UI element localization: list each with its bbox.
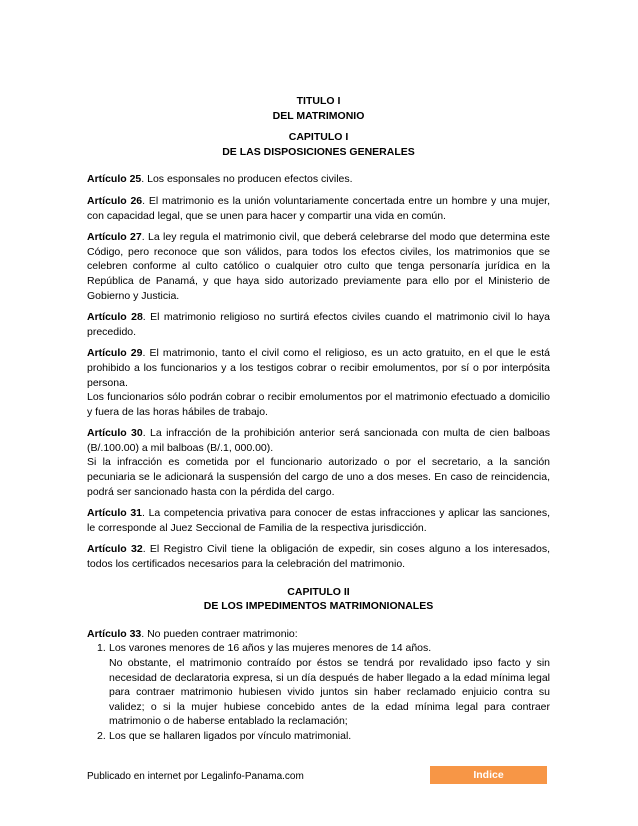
impediments-list	[87, 641, 550, 743]
article-paragraph	[87, 627, 550, 642]
article-paragraph	[87, 542, 550, 571]
chapter-1-name: DE LAS DISPOSICIONES GENERALES	[222, 145, 415, 158]
list-item-body	[109, 729, 550, 744]
article-label: Artículo 31	[87, 507, 142, 520]
article-text: . Los esponsales no producen efectos civiles.	[141, 173, 353, 186]
article-27	[87, 230, 550, 303]
article-paragraph: Si la infracción es cometida por el funcionario autorizado o por el secretario, a la sanción pecuniaria se le adicionará la suspensión del cargo de uno a dos meses. En caso de reincidencia, podrá ser sancionado hasta con la pérdida del cargo.	[87, 456, 550, 498]
article-text: . El matrimonio religioso no surtirá efectos civiles cuando el matrimonio civil lo haya precedido.	[87, 311, 550, 338]
article-paragraph	[87, 310, 550, 339]
article-label: Artículo 29	[87, 347, 143, 360]
list-item-number: 2.	[97, 729, 106, 742]
article-label: Artículo 27	[87, 231, 142, 244]
chapter-1-heading	[87, 130, 550, 159]
index-button[interactable]: Indice	[430, 766, 547, 784]
article-text: . La ley regula el matrimonio civil, que deberá celebrarse del modo que determina este Código, pero reconoce que son válidos, para todos los efectos civiles, los matrimonios que se celebren conforme al culto católico o cualquier otro culto que tenga personaría jurídica en la República de Panamá, y que haya sido autorizado previamente para ello por el Ministerio de Gobierno y Justicia.	[87, 231, 551, 302]
chapter-2-name: DE LOS IMPEDIMENTOS MATRIMONIONALES	[203, 600, 434, 613]
article-31	[87, 506, 550, 535]
list-item-text: Los que se hallaren ligados por vínculo matrimonial.	[109, 729, 352, 742]
article-26	[87, 194, 550, 223]
article-text: . El matrimonio es la unión voluntariamente concertada entre un hombre y una mujer, con capacidad legal, que se unen para hacer y compartir una vida en común.	[87, 194, 550, 222]
article-25	[87, 172, 550, 187]
article-text: . No pueden contraer matrimonio:	[141, 627, 298, 640]
list-item-number: 1.	[97, 642, 106, 655]
list-item-body	[109, 641, 550, 729]
article-text: . El Registro Civil tiene la obligación de expedir, sin coses alguno a los interesados, todos los certificados necesarios para la celebración del matrimonio.	[87, 543, 550, 571]
document-content	[87, 94, 550, 751]
article-text: . La infracción de la prohibición anterior será sancionada con multa de cien balboas (B/.100.00) a mil balboas (B/.1, 000.00).	[87, 427, 550, 454]
chapter-1-number: CAPITULO I	[288, 131, 349, 144]
article-label: Artículo 26	[87, 194, 143, 207]
article-paragraph	[87, 194, 550, 223]
article-32	[87, 542, 550, 571]
title-name: DEL MATRIMONIO	[272, 109, 365, 122]
article-text: . La competencia privativa para conocer de estas infracciones y aplicar las sanciones, le corresponde al Juez Seccional de Familia de la respectiva jurisdicción.	[87, 507, 550, 534]
article-29	[87, 346, 550, 419]
article-paragraph	[87, 426, 550, 455]
article-28	[87, 310, 550, 339]
list-item-text: No obstante, el matrimonio contraído por éstos se tendrá por revalidado ipso facto y sin necesidad de declaratoria expresa, si un día después de haber llegado a la edad mínima legal para contraer matrimonio hubiesen vivido juntos sin haber reclamado enjuicio contra su validez; o si la mujer hubiese concebido antes de la edad mínima legal para contraer matrimonio o de haberse entablado la reclamación;	[109, 657, 550, 728]
article-label: Artículo 28	[87, 311, 143, 324]
article-label: Artículo 30	[87, 427, 143, 440]
list-item-text: Los varones menores de 16 años y las mujeres menores de 14 años.	[109, 642, 432, 655]
list-item	[97, 641, 550, 729]
title-heading	[87, 94, 550, 123]
article-text: . El matrimonio, tanto el civil como el religioso, es un acto gratuito, en el que le está prohibido a los funcionarios y a los testigos cobrar o recibir emolumentos, por sí o por interpósita persona.	[87, 347, 551, 389]
title-number: TITULO I	[296, 95, 341, 107]
article-30	[87, 426, 550, 499]
article-paragraph: Los funcionarios sólo podrán cobrar o recibir emolumentos por el matrimonio efectuado a domicilio y fuera de las horas hábiles de trabajo.	[87, 391, 550, 418]
article-label: Artículo 33	[87, 627, 142, 640]
article-33	[87, 627, 550, 744]
article-label: Artículo 32	[87, 543, 143, 556]
chapter-2-heading	[87, 585, 550, 614]
article-paragraph	[87, 172, 550, 187]
list-item	[97, 729, 550, 744]
article-paragraph	[87, 506, 550, 535]
article-paragraph	[87, 230, 550, 303]
article-label: Artículo 25	[87, 173, 142, 186]
chapter-2-number: CAPITULO II	[287, 585, 350, 598]
footer-credit: Publicado en internet por Legalinfo-Panama.com	[87, 771, 304, 782]
article-paragraph	[87, 346, 550, 390]
